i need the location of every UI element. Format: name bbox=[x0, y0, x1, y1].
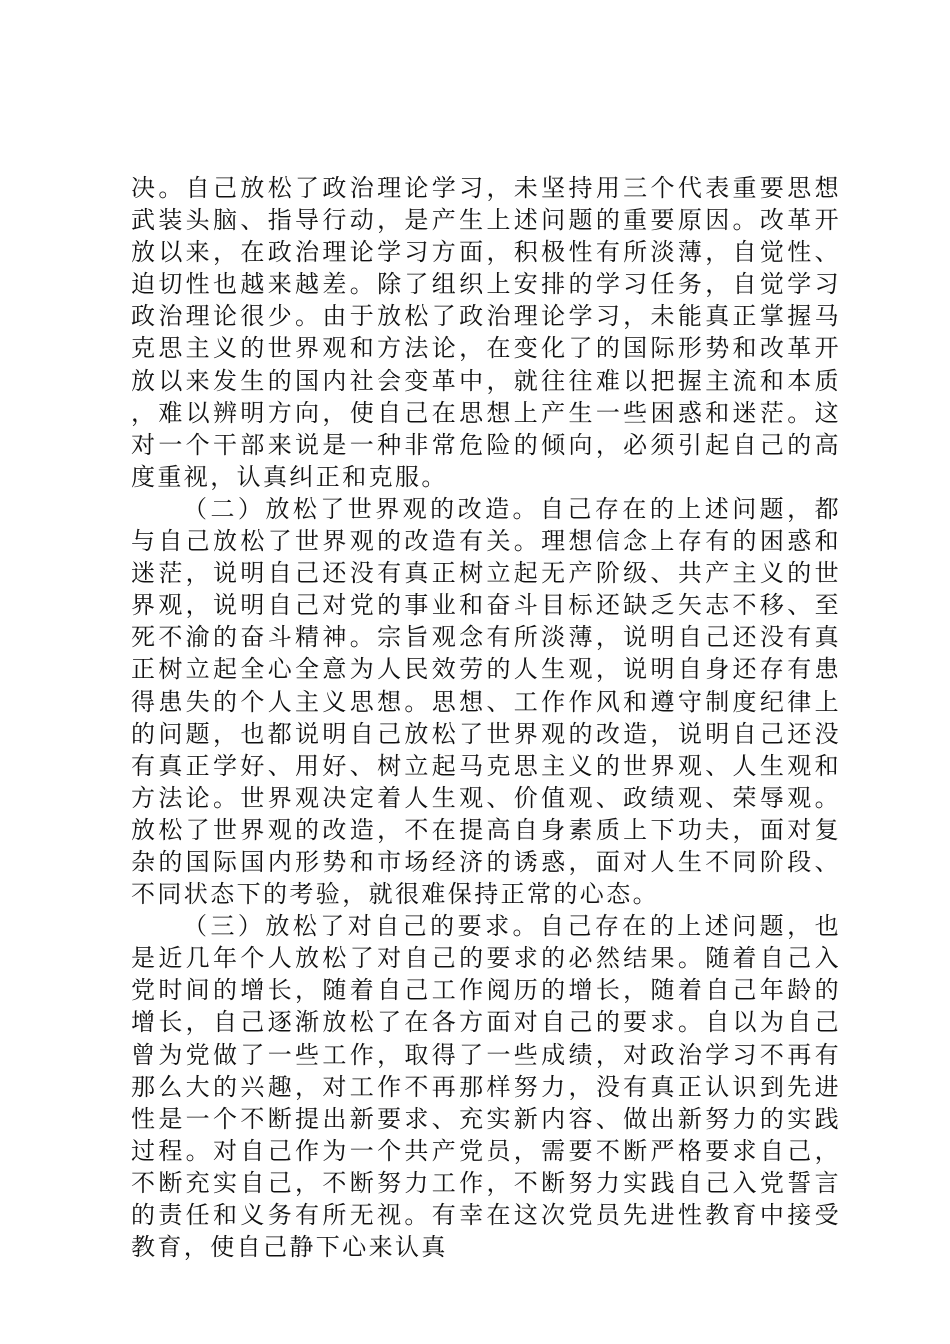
paragraph-continued: 决。自己放松了政治理论学习，未坚持用三个代表重要思想武装头脑、指导行动，是产生上述问题的重要原因。改革开放以来，在政治理论学习方面，积极性有所淡薄，自觉性、迫切性也越来越差。除了组织上安排的学习任务，自觉学习政治理论很少。由于放松了政治理论学习，未能真正掌握马克思主义的世界观和方法论，在变化了的国际形势和改革开放以来发生的国内社会变革中，就往往难以把握主流和本质，难以辨明方向，使自己在思想上产生一些困惑和迷茫。这对一个干部来说是一种非常危险的倾向，必须引起自己的高度重视，认真纠正和克服。 bbox=[131, 174, 841, 491]
paragraph-worldview-reform: （二）放松了世界观的改造。自己存在的上述问题，都与自己放松了世界观的改造有关。理想信念上存有的困惑和迷茫，说明自己还没有真正树立起无产阶级、共产主义的世界观，说明自己对党的事业和奋斗目标还缺乏矢志不移、至死不渝的奋斗精神。宗旨观念有所淡薄，说明自己还没有真正树立起全心全意为人民效劳的人生观，说明自身还存有患得患失的个人主义思想。思想、工作作风和遵守制度纪律上的问题，也都说明自己放松了世界观的改造，说明自己还没有真正学好、用好、树立起马克思主义的世界观、人生观和方法论。世界观决定着人生观、价值观、政绩观、荣辱观。放松了世界观的改造，不在提高自身素质上下功夫，面对复杂的国际国内形势和市场经济的诱惑，面对人生不同阶段、不同状态下的考验，就很难保持正常的心态。 bbox=[131, 494, 841, 909]
document-body bbox=[131, 172, 841, 1263]
paragraph-self-requirements: （三）放松了对自己的要求。自己存在的上述问题，也是近几年个人放松了对自己的要求的必然结果。随着自己入党时间的增长，随着自己工作阅历的增长，随着自己年龄的增长，自己逐渐放松了在各方面对自己的要求。自以为自己曾为党做了一些工作，取得了一些成绩，对政治学习不再有那么大的兴趣，对工作不再那样努力，没有真正认识到先进性是一个不断提出新要求、充实新内容、做出新努力的实践过程。对自己作为一个共产党员，需要不断严格要求自己，不断充实自己，不断努力工作，不断努力实践自己入党誓言的责任和义务有所无视。有幸在这次党员先进性教育中接受教育，使自己静下心来认真 bbox=[131, 912, 841, 1262]
